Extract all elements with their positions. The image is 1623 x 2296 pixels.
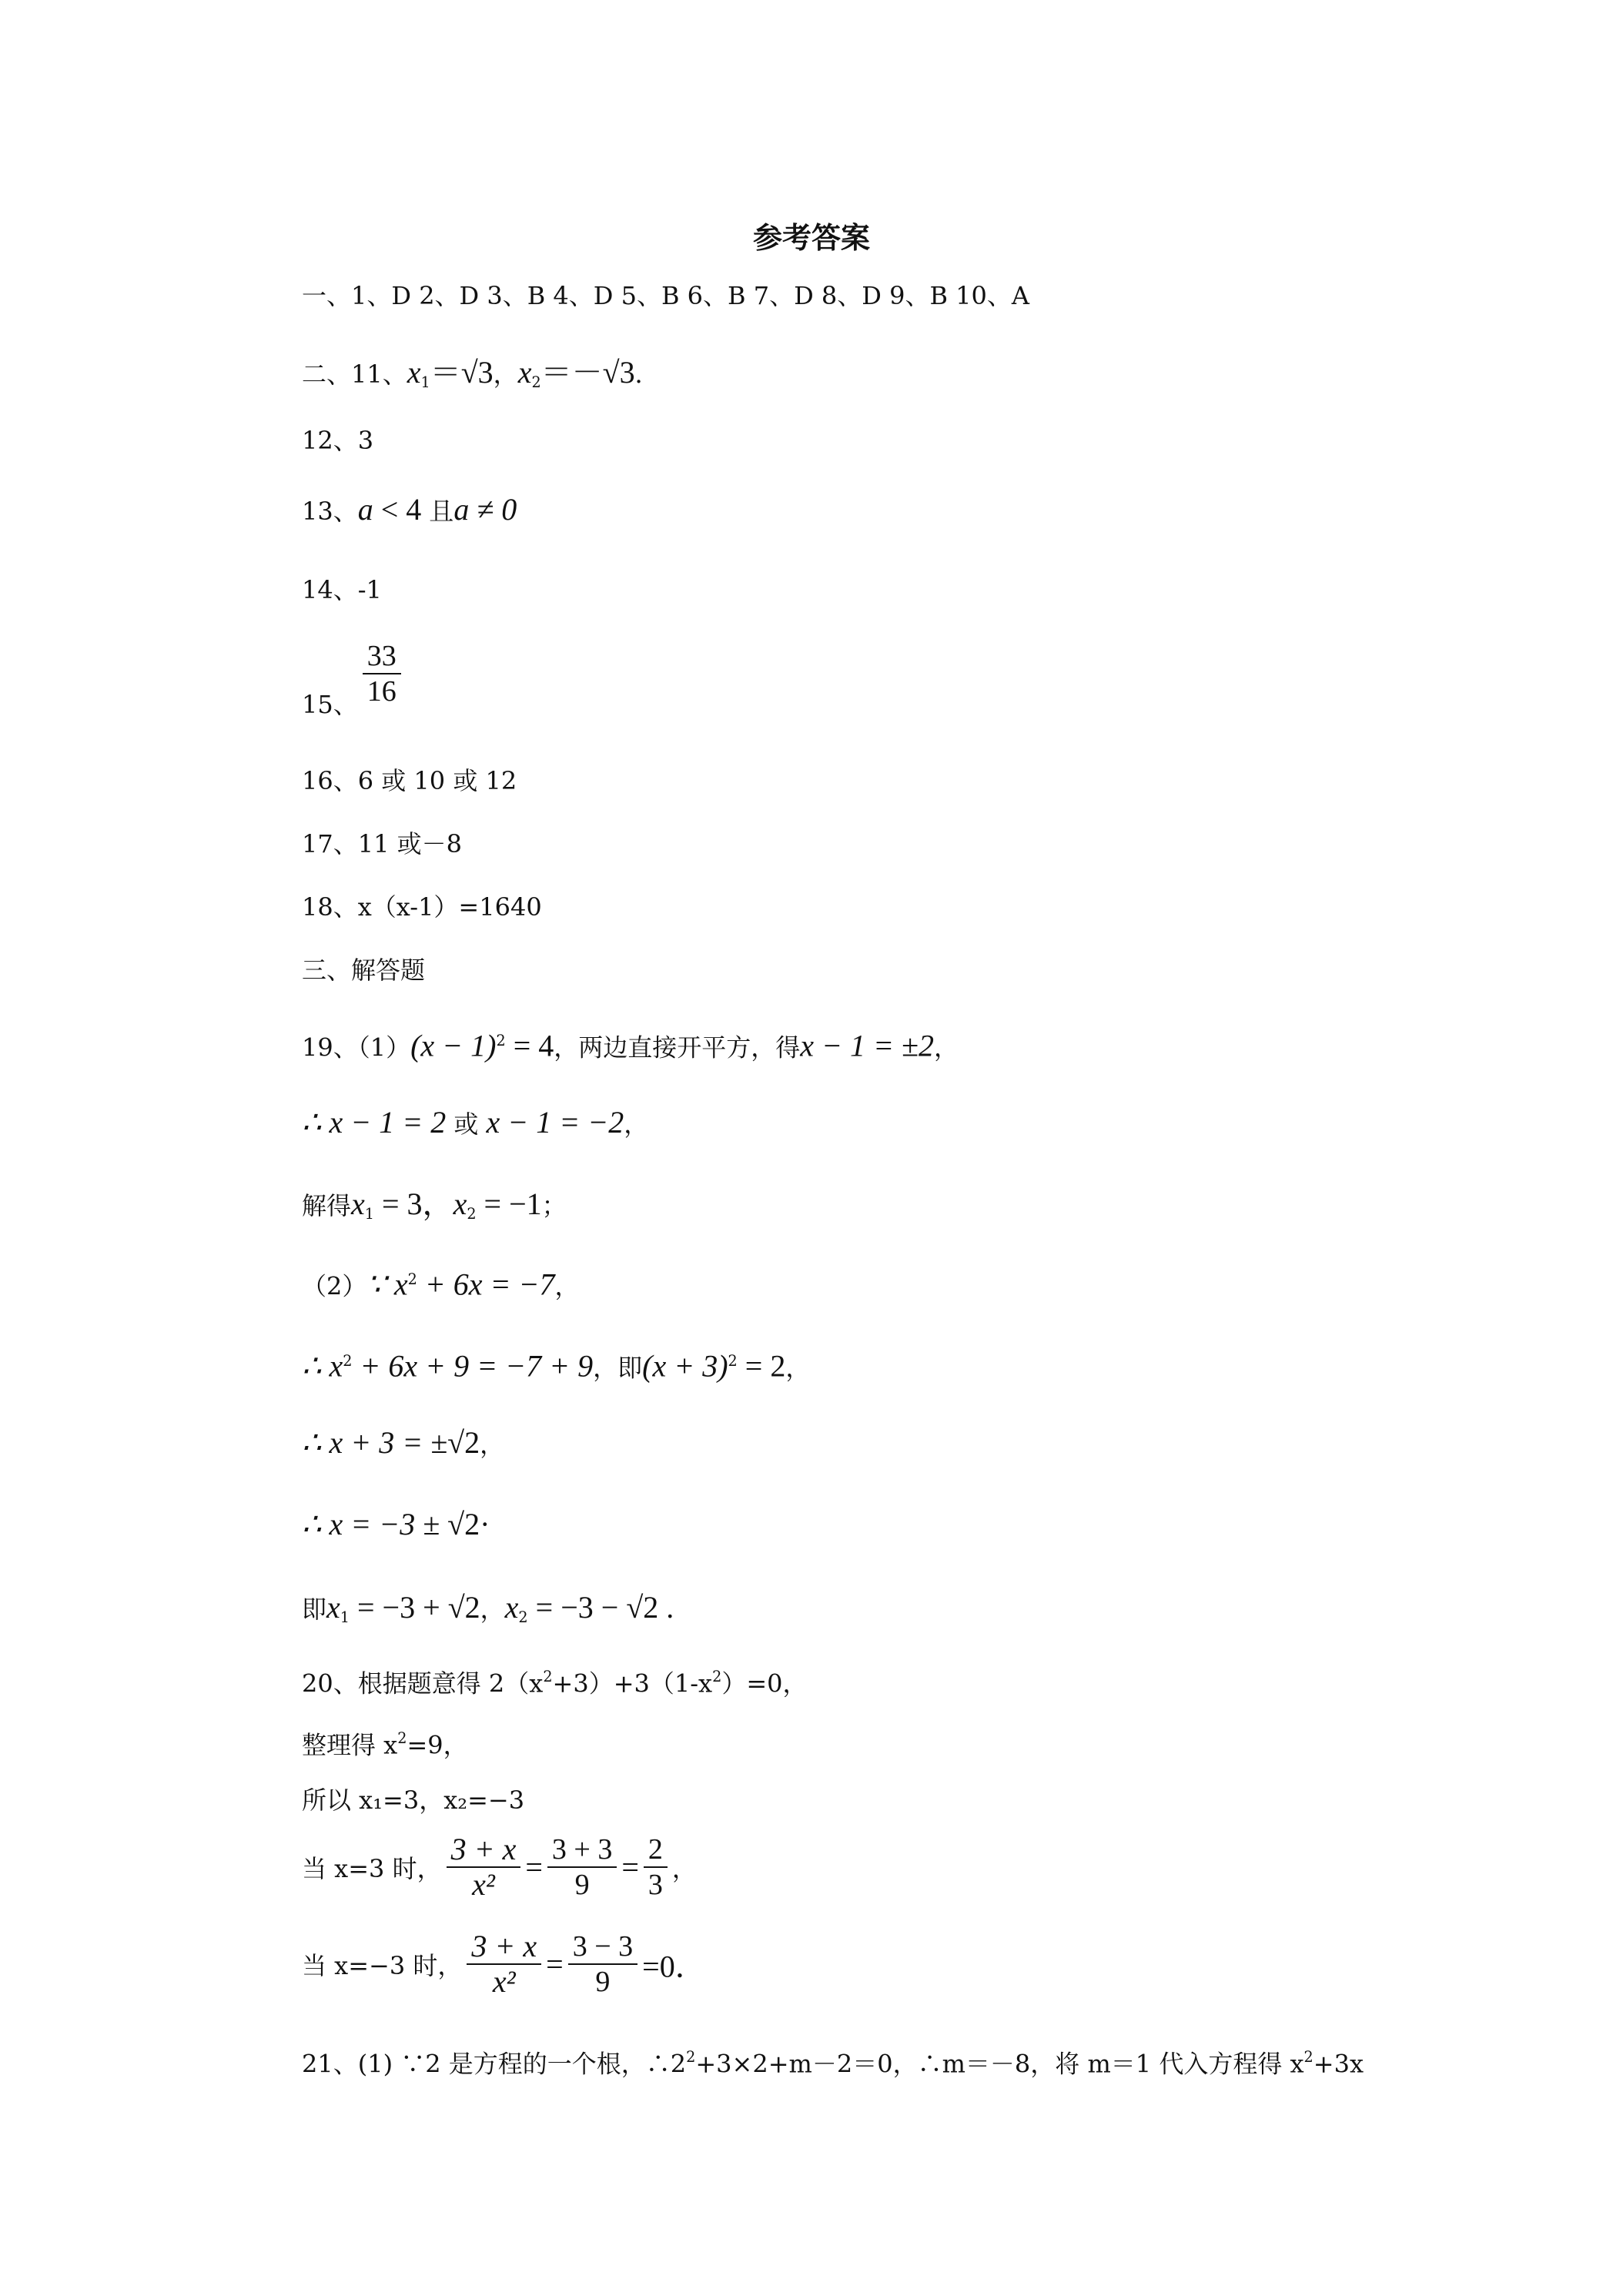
q19-p2-l5e: 2: [643, 1590, 659, 1625]
q19-l2-a: ∴ x − 1 = 2: [302, 1105, 447, 1140]
answer-line-q11: [302, 356, 660, 400]
q20-l4-f3n: 2: [644, 1832, 668, 1868]
answer-line-q19-p2-2: [302, 1344, 810, 1384]
q19-l3-sub1: 1: [364, 1204, 374, 1223]
q20-l2b: =9，: [407, 1730, 468, 1760]
q19-l2-or: 或: [446, 1110, 487, 1139]
q19-p2-l4b: 2: [464, 1507, 480, 1541]
q15-den: 16: [366, 675, 397, 708]
answer-line-q20-3: 所以 x₁=3，x₂=−3: [302, 1786, 525, 1815]
q20-l4-f1n: 3 + x: [447, 1832, 521, 1868]
q20-l5-frac1: [467, 1930, 541, 1999]
q19-prefix: 19、（1）: [302, 1033, 411, 1063]
answer-line-sec1: 一、1、D 2、D 3、B 4、D 5、B 6、B 7、D 8、D 9、B 10、A: [302, 281, 1029, 310]
q15-fraction: [363, 639, 401, 708]
q13-prefix: 13、: [302, 497, 358, 526]
q19-l1-eq: = 4: [505, 1028, 554, 1063]
q20-l1b: +3）+3（1-x: [552, 1668, 713, 1699]
q11-r1: 3: [477, 355, 494, 390]
q19-p2-l2f: ，: [785, 1353, 811, 1383]
answer-line-q21: [302, 2040, 1364, 2080]
q11-x1: x: [407, 355, 421, 390]
q19-l3-b: = −1: [476, 1186, 542, 1221]
q19-p2-l5b: 2: [464, 1590, 480, 1625]
q19-p2-l5-x2: x: [504, 1590, 519, 1625]
q15-num: 33: [363, 639, 401, 674]
q19-p2-l4c: ·: [480, 1507, 490, 1541]
q19-p2-l2a: ∴ x: [302, 1348, 343, 1384]
answer-line-q19-p2-5: [302, 1591, 674, 1635]
answer-line-q18: 18、x（x-1）=1640: [302, 892, 542, 922]
q19-l3-prefix: 解得: [302, 1191, 352, 1220]
q11-sub2: 2: [531, 373, 541, 391]
q20-l4-frac3: [644, 1832, 668, 1902]
q19-l3-x2: x: [453, 1186, 467, 1221]
q20-l1-sup2: 2: [712, 1668, 722, 1685]
q19-p2-l5-sub1: 1: [340, 1608, 350, 1626]
answer-line-q20-4: [302, 1832, 697, 1902]
q19-p2-l3a: ∴ x + 3 = ±: [302, 1425, 448, 1460]
q20-l1a: 20、根据题意得 2（x: [302, 1668, 544, 1699]
q20-l4-end: ，: [671, 1854, 697, 1883]
q20-l4-eq2: =: [621, 1849, 639, 1885]
q19-p2-l2b: + 6x + 9 = −7 + 9: [352, 1348, 594, 1384]
q21-sup1: 2: [686, 2048, 696, 2066]
q19-p2-l5-prefix: 即: [302, 1595, 327, 1624]
q19-l1-expr2: x − 1 = ±2: [800, 1028, 934, 1063]
q20-l1c: ）=0，: [721, 1668, 808, 1699]
q19-p2-l3-sqrt: √2: [447, 1425, 480, 1460]
q19-p2-l4-sqrt: √2: [447, 1507, 480, 1541]
q19-l3-sub2: 2: [467, 1204, 477, 1223]
page-title: 参考答案: [752, 220, 870, 255]
q19-p2-l5-x1: x: [326, 1590, 340, 1625]
answer-line-q13: [302, 493, 517, 528]
q19-l3-end: ；: [541, 1191, 567, 1220]
q20-l5-f2n: 3 − 3: [568, 1930, 637, 1965]
q20-l2-sup: 2: [397, 1729, 407, 1747]
answer-line-q19-p2-4: [302, 1508, 490, 1543]
q19-l2-end: ，: [624, 1110, 649, 1139]
q21-b: +3×2+m－2＝0，∴m＝－8，将 m＝1 代入方程得 x: [695, 2049, 1304, 2079]
q13-expr: a ≠ 0: [453, 492, 517, 527]
answer-line-q19-1: [302, 1024, 959, 1064]
q19-p2-l5-sub2: 2: [518, 1608, 528, 1626]
q11-sqrt1: √3: [460, 355, 494, 390]
q19-p2-rest: + 6x = −7: [417, 1267, 555, 1302]
q20-l4-f1d: x²: [472, 1867, 495, 1902]
q19-l1-expr: (x − 1): [410, 1028, 497, 1063]
q19-p2-l2-sup1: 2: [343, 1352, 353, 1370]
q19-p2-l3b: 2: [464, 1425, 480, 1460]
answer-line-q20-5: [302, 1930, 706, 1999]
q11-r2: 3: [619, 355, 635, 390]
q11-end: ．: [634, 360, 660, 389]
q20-l5-frac2: [568, 1930, 637, 1999]
answer-line-q14: 14、-1: [302, 575, 382, 604]
q19-p2-l5a: = −3 +: [350, 1590, 448, 1625]
q20-l4-f2n: 3 + 3: [547, 1832, 617, 1868]
q19-l1-sup: 2: [496, 1032, 506, 1049]
q19-l3-x1: x: [351, 1186, 365, 1221]
q20-l4-f2d: 9: [574, 1869, 590, 1901]
q20-l5-prefix: 当 x=−3 时，: [302, 1951, 463, 1980]
q20-l5-f1n: 3 + x: [467, 1930, 541, 1965]
q19-p2-expr: ∵ x: [366, 1267, 408, 1302]
q11-sqrt2: √3: [602, 355, 635, 390]
answer-line-q20-2: [302, 1722, 468, 1762]
answer-line-q19-p2-1: [302, 1263, 580, 1303]
q19-l1-end: ，: [933, 1033, 959, 1063]
q20-l5-eq: =: [546, 1946, 564, 1982]
q20-l5-f1d: x²: [492, 1964, 516, 1999]
answer-line-q19-3: [302, 1187, 567, 1231]
q20-l1-sup1: 2: [543, 1668, 553, 1685]
q11-comma: ，: [493, 360, 518, 389]
q19-p2-l4a: ∴ x = −3 ±: [302, 1507, 448, 1541]
q20-l4-prefix: 当 x=3 时，: [302, 1854, 442, 1883]
q21-sup2: 2: [1303, 2048, 1313, 2066]
q11-eq1: ＝: [430, 355, 461, 390]
q19-p2-l5d: = −3 −: [527, 1590, 627, 1625]
q20-l4-eq1: =: [525, 1849, 543, 1885]
q13-a: a: [357, 492, 373, 527]
q19-l1-text: ，两边直接开平方，得: [554, 1033, 801, 1063]
q20-l4-f3d: 3: [648, 1869, 663, 1901]
q19-p2-l5-sqrt2: √2: [626, 1590, 659, 1625]
answer-line-sec3: 三、解答题: [302, 956, 426, 985]
answer-line-q19-2: [302, 1106, 648, 1141]
q19-p2-l3c: ，: [480, 1430, 505, 1459]
q19-p2-sup: 2: [407, 1270, 417, 1288]
answer-line-q17: 17、11 或－8: [302, 829, 462, 858]
q11-sub1: 1: [420, 373, 430, 391]
q19-p2-l2e: = 2: [737, 1348, 786, 1384]
q19-p2-l5f: .: [658, 1590, 674, 1625]
answer-line-q15: [302, 639, 406, 719]
q21-c: +3x: [1313, 2049, 1364, 2079]
q13-and: 且: [429, 497, 454, 526]
q19-l2-b: x − 1 = −2: [486, 1105, 624, 1140]
q19-l3-a: = 3，: [374, 1186, 453, 1221]
q19-p2-prefix: （2）: [302, 1271, 367, 1301]
q20-l5-end: =0．: [642, 1949, 706, 1984]
q11-x2: x: [517, 355, 532, 390]
q21-a: 21、(1) ∵2 是方程的一个根，∴2: [302, 2049, 687, 2079]
q20-l5-f2d: 9: [595, 1966, 611, 1998]
answer-line-q20-1: [302, 1660, 808, 1700]
q19-p2-l2d: (x + 3): [642, 1348, 728, 1384]
q15-prefix: 15、: [302, 689, 358, 719]
q11-eq2: ＝－: [540, 355, 603, 390]
q19-p2-l5c: ，: [480, 1595, 505, 1624]
q19-p2-end: ，: [554, 1271, 580, 1301]
q20-l2a: 整理得 x: [302, 1730, 398, 1760]
q20-l4-frac1: [447, 1832, 521, 1902]
q11-prefix: 二、11、: [302, 360, 407, 389]
answer-line-q16: 16、6 或 10 或 12: [302, 766, 517, 795]
answer-line-q12: 12、3: [302, 426, 374, 455]
q20-l4-frac2: [547, 1832, 617, 1902]
q19-p2-l2c: ，即: [593, 1353, 643, 1383]
q19-p2-l2-sup2: 2: [728, 1352, 738, 1370]
q19-p2-l5-sqrt1: √2: [447, 1590, 480, 1625]
q13-lt: < 4: [373, 492, 430, 527]
answer-line-q19-p2-3: [302, 1426, 504, 1461]
